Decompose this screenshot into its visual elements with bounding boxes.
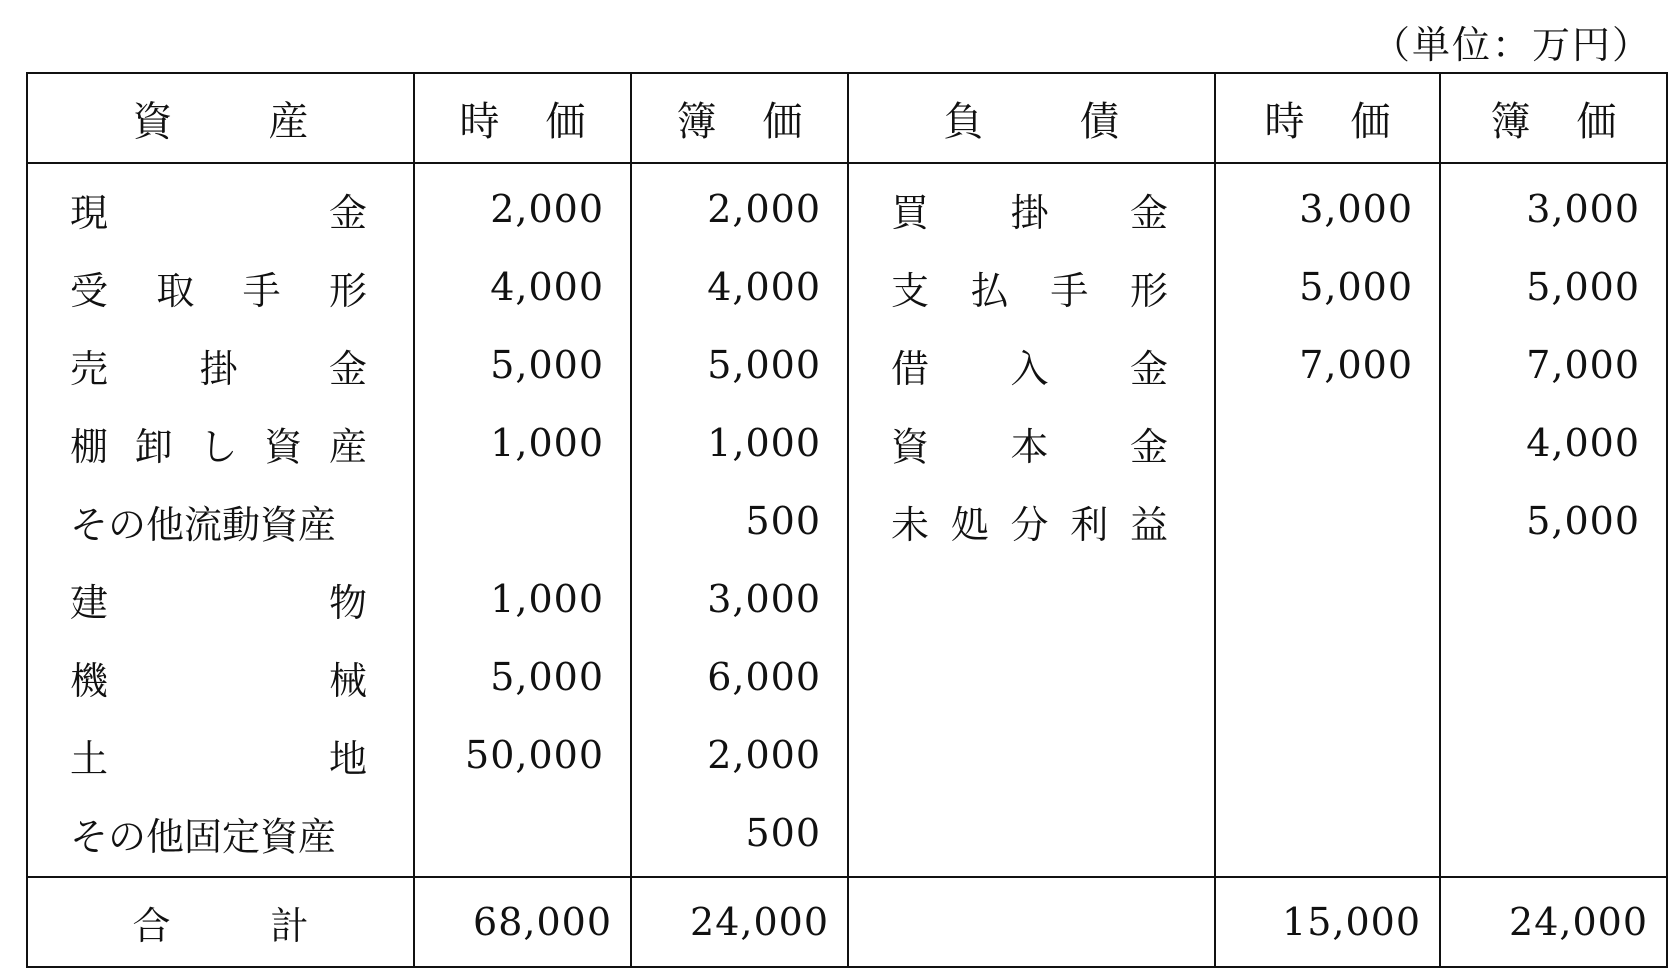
asset-book-value: 5,000 bbox=[631, 326, 848, 404]
liability-market-value bbox=[1215, 482, 1440, 560]
liability-account-chars bbox=[891, 182, 1168, 237]
asset-account-name bbox=[27, 248, 414, 326]
asset-account-name bbox=[27, 163, 414, 248]
asset-market-value: 1,000 bbox=[414, 404, 631, 482]
liability-account-name bbox=[848, 163, 1215, 248]
liability-account-name bbox=[848, 794, 1215, 877]
asset-account-char: 械 bbox=[328, 658, 367, 703]
header-char: 簿 bbox=[1490, 98, 1531, 145]
liability-market-value: 7,000 bbox=[1215, 326, 1440, 404]
table-row bbox=[27, 482, 1667, 560]
asset-market-value: 1,000 bbox=[414, 560, 631, 638]
asset-account-name bbox=[27, 482, 414, 560]
header-char: 時 bbox=[459, 98, 500, 145]
header-char: 簿 bbox=[676, 98, 717, 145]
asset-account-char: 棚 bbox=[70, 424, 109, 469]
header-asset bbox=[27, 73, 414, 163]
asset-account-char: 手 bbox=[242, 268, 281, 313]
header-char: 債 bbox=[1079, 98, 1120, 145]
asset-account-name bbox=[27, 794, 414, 877]
asset-account-name bbox=[27, 716, 414, 794]
header-char: 価 bbox=[762, 98, 803, 145]
liability-account-chars bbox=[891, 416, 1168, 471]
liability-account-char: 金 bbox=[1129, 346, 1168, 391]
asset-account-text: その他固定資産 bbox=[70, 814, 337, 859]
asset-account-char: 地 bbox=[328, 736, 367, 781]
liability-book-value bbox=[1440, 716, 1667, 794]
asset-market-value: 2,000 bbox=[414, 163, 631, 248]
asset-account-char: 土 bbox=[70, 736, 109, 781]
table-row bbox=[27, 794, 1667, 877]
asset-account-name bbox=[27, 326, 414, 404]
asset-account-char: 金 bbox=[328, 190, 367, 235]
header-liability bbox=[848, 73, 1215, 163]
liability-account-char: 未 bbox=[891, 502, 930, 547]
liability-book-value bbox=[1440, 560, 1667, 638]
total-liability-label-empty bbox=[848, 877, 1215, 967]
liability-account-name bbox=[848, 638, 1215, 716]
asset-account-chars bbox=[70, 260, 367, 315]
asset-market-value: 50,000 bbox=[414, 716, 631, 794]
liability-account-char: 金 bbox=[1129, 190, 1168, 235]
liability-account-char: 買 bbox=[891, 190, 930, 235]
header-asset-market-value bbox=[414, 73, 631, 163]
asset-account-char: 卸 bbox=[134, 424, 173, 469]
asset-account-char: 機 bbox=[70, 658, 109, 703]
liability-account-char: 分 bbox=[1010, 502, 1049, 547]
asset-book-value: 500 bbox=[631, 794, 848, 877]
asset-account-char: 資 bbox=[264, 424, 303, 469]
unit-note: （単位：万円） bbox=[1371, 23, 1652, 67]
liability-market-value: 5,000 bbox=[1215, 248, 1440, 326]
liability-market-value: 3,000 bbox=[1215, 163, 1440, 248]
table-row bbox=[27, 163, 1667, 248]
asset-book-value: 3,000 bbox=[631, 560, 848, 638]
asset-account-chars bbox=[70, 182, 367, 237]
header-char: 負 bbox=[943, 98, 984, 145]
header-char: 時 bbox=[1264, 98, 1305, 145]
asset-book-value: 6,000 bbox=[631, 638, 848, 716]
total-asset-market-value: 68,000 bbox=[414, 877, 631, 967]
liability-book-value bbox=[1440, 794, 1667, 877]
table-row bbox=[27, 404, 1667, 482]
liability-account-char: 益 bbox=[1129, 502, 1168, 547]
liability-book-value: 4,000 bbox=[1440, 404, 1667, 482]
table-row bbox=[27, 560, 1667, 638]
asset-book-value: 500 bbox=[631, 482, 848, 560]
liability-account-chars bbox=[891, 494, 1168, 549]
asset-account-name bbox=[27, 638, 414, 716]
asset-account-chars bbox=[70, 728, 367, 783]
liability-account-chars bbox=[891, 260, 1168, 315]
asset-account-char: 金 bbox=[328, 346, 367, 391]
liability-account-char: 手 bbox=[1050, 268, 1089, 313]
asset-account-char: 掛 bbox=[199, 346, 238, 391]
liability-account-name bbox=[848, 482, 1215, 560]
table-row bbox=[27, 638, 1667, 716]
asset-account-char: 取 bbox=[156, 268, 195, 313]
liability-account-name bbox=[848, 716, 1215, 794]
asset-account-char: 産 bbox=[328, 424, 367, 469]
header-char: 価 bbox=[1350, 98, 1391, 145]
asset-account-char: し bbox=[199, 424, 238, 469]
liability-account-char: 処 bbox=[950, 502, 989, 547]
totals-row bbox=[27, 877, 1667, 967]
header-row bbox=[27, 73, 1667, 163]
asset-book-value: 1,000 bbox=[631, 404, 848, 482]
liability-account-name bbox=[848, 326, 1215, 404]
liability-account-char: 掛 bbox=[1010, 190, 1049, 235]
total-liability-book-value: 24,000 bbox=[1440, 877, 1667, 967]
total-label bbox=[27, 877, 414, 967]
liability-account-chars bbox=[891, 338, 1168, 393]
asset-account-char: 形 bbox=[328, 268, 367, 313]
asset-account-char: 建 bbox=[70, 580, 109, 625]
liability-market-value bbox=[1215, 794, 1440, 877]
liability-account-char: 本 bbox=[1010, 424, 1049, 469]
liability-account-name bbox=[848, 248, 1215, 326]
total-asset-book-value: 24,000 bbox=[631, 877, 848, 967]
asset-book-value: 2,000 bbox=[631, 163, 848, 248]
asset-market-value: 4,000 bbox=[414, 248, 631, 326]
asset-account-name bbox=[27, 404, 414, 482]
liability-book-value: 7,000 bbox=[1440, 326, 1667, 404]
asset-account-chars bbox=[70, 338, 367, 393]
liability-account-name bbox=[848, 560, 1215, 638]
asset-account-char: 現 bbox=[70, 190, 109, 235]
asset-account-char: 物 bbox=[328, 580, 367, 625]
liability-book-value: 5,000 bbox=[1440, 248, 1667, 326]
total-label-char: 合 bbox=[132, 903, 171, 948]
liability-market-value bbox=[1215, 638, 1440, 716]
liability-account-char: 払 bbox=[970, 268, 1009, 313]
total-label-char: 計 bbox=[270, 903, 309, 948]
header-char: 価 bbox=[545, 98, 586, 145]
table-body bbox=[27, 163, 1667, 877]
table-row bbox=[27, 326, 1667, 404]
table-row bbox=[27, 248, 1667, 326]
total-liability-market-value: 15,000 bbox=[1215, 877, 1440, 967]
asset-market-value: 5,000 bbox=[414, 638, 631, 716]
header-asset-char: 資 bbox=[132, 98, 173, 145]
liability-market-value bbox=[1215, 560, 1440, 638]
asset-market-value bbox=[414, 794, 631, 877]
asset-account-name bbox=[27, 560, 414, 638]
liability-account-char: 支 bbox=[891, 268, 930, 313]
liability-account-name bbox=[848, 404, 1215, 482]
liability-account-char: 形 bbox=[1129, 268, 1168, 313]
liability-book-value bbox=[1440, 638, 1667, 716]
asset-account-chars bbox=[70, 416, 367, 471]
liability-account-char: 利 bbox=[1070, 502, 1109, 547]
balance-sheet-table bbox=[26, 72, 1668, 968]
asset-account-char: 売 bbox=[70, 346, 109, 391]
liability-market-value bbox=[1215, 716, 1440, 794]
header-asset-book-value bbox=[631, 73, 848, 163]
asset-market-value bbox=[414, 482, 631, 560]
asset-account-chars bbox=[70, 572, 367, 627]
header-asset-char: 産 bbox=[268, 98, 309, 145]
liability-book-value: 5,000 bbox=[1440, 482, 1667, 560]
liability-market-value bbox=[1215, 404, 1440, 482]
liability-account-char: 入 bbox=[1010, 346, 1049, 391]
header-liability-market-value bbox=[1215, 73, 1440, 163]
header-char: 価 bbox=[1576, 98, 1617, 145]
table-row bbox=[27, 716, 1667, 794]
asset-account-chars bbox=[70, 650, 367, 705]
asset-book-value: 4,000 bbox=[631, 248, 848, 326]
liability-book-value: 3,000 bbox=[1440, 163, 1667, 248]
asset-account-text: その他流動資産 bbox=[70, 502, 337, 547]
header-liability-book-value bbox=[1440, 73, 1667, 163]
asset-book-value: 2,000 bbox=[631, 716, 848, 794]
liability-account-char: 資 bbox=[891, 424, 930, 469]
liability-account-char: 金 bbox=[1129, 424, 1168, 469]
liability-account-char: 借 bbox=[891, 346, 930, 391]
asset-account-char: 受 bbox=[70, 268, 109, 313]
asset-market-value: 5,000 bbox=[414, 326, 631, 404]
